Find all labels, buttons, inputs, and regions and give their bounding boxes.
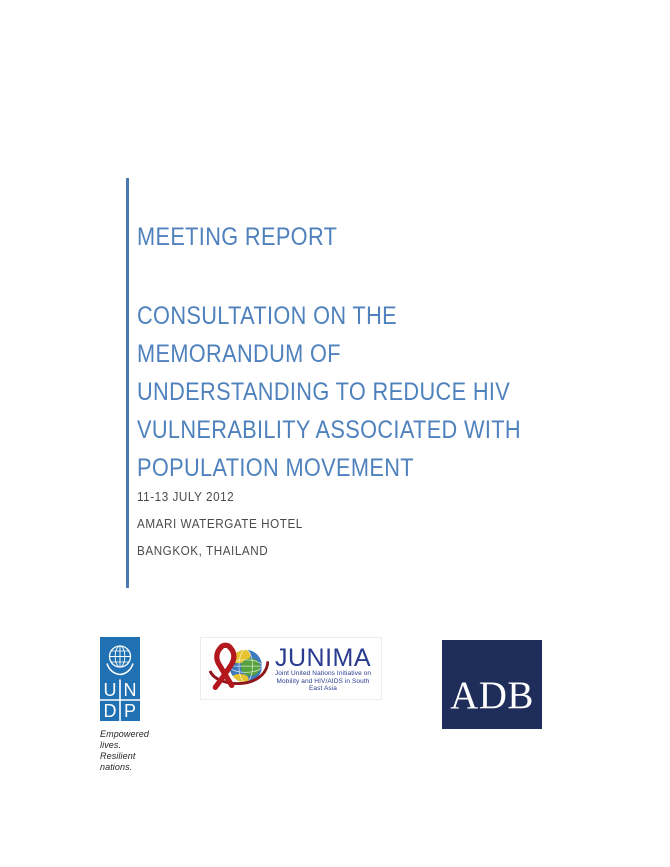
- junima-tagline-line1: Joint United Nations Initiative on: [274, 670, 372, 678]
- report-title: [137, 297, 521, 487]
- junima-text: [269, 644, 377, 693]
- title-line: CONSULTATION ON THE: [137, 302, 397, 330]
- undp-letter-p: P: [123, 701, 137, 721]
- event-location: BANGKOK, THAILAND: [137, 543, 269, 558]
- adb-logo: [442, 640, 542, 729]
- undp-tagline-line2: Resilient nations.: [100, 751, 136, 772]
- title-line: UNDERSTANDING TO REDUCE HIV: [137, 378, 511, 406]
- event-date: 11-13 JULY 2012: [137, 489, 235, 504]
- report-kicker: MEETING REPORT: [137, 223, 338, 251]
- undp-letter-d: D: [103, 701, 117, 721]
- event-details: [137, 490, 303, 571]
- junima-tagline-line2: Mobility and HIV/AIDS in South East Asia: [276, 677, 370, 693]
- undp-tagline-line1: Empowered lives.: [100, 729, 149, 750]
- junima-wordmark: JUNIMA: [274, 644, 372, 673]
- left-accent-rule: [126, 178, 129, 588]
- undp-emblem-icon: [100, 637, 140, 721]
- undp-tagline: [100, 729, 162, 773]
- adb-wordmark: ADB: [450, 673, 534, 717]
- junima-logo: [200, 637, 382, 700]
- title-line: VULNERABILITY ASSOCIATED WITH: [137, 416, 521, 444]
- undp-letter-u: U: [103, 680, 117, 700]
- undp-letter-n: N: [123, 680, 137, 700]
- event-venue: AMARI WATERGATE HOTEL: [137, 516, 303, 531]
- undp-logo: [100, 637, 162, 773]
- title-line: POPULATION MOVEMENT: [137, 454, 414, 482]
- junima-art: [207, 642, 269, 696]
- title-line: MEMORANDUM OF: [137, 340, 341, 368]
